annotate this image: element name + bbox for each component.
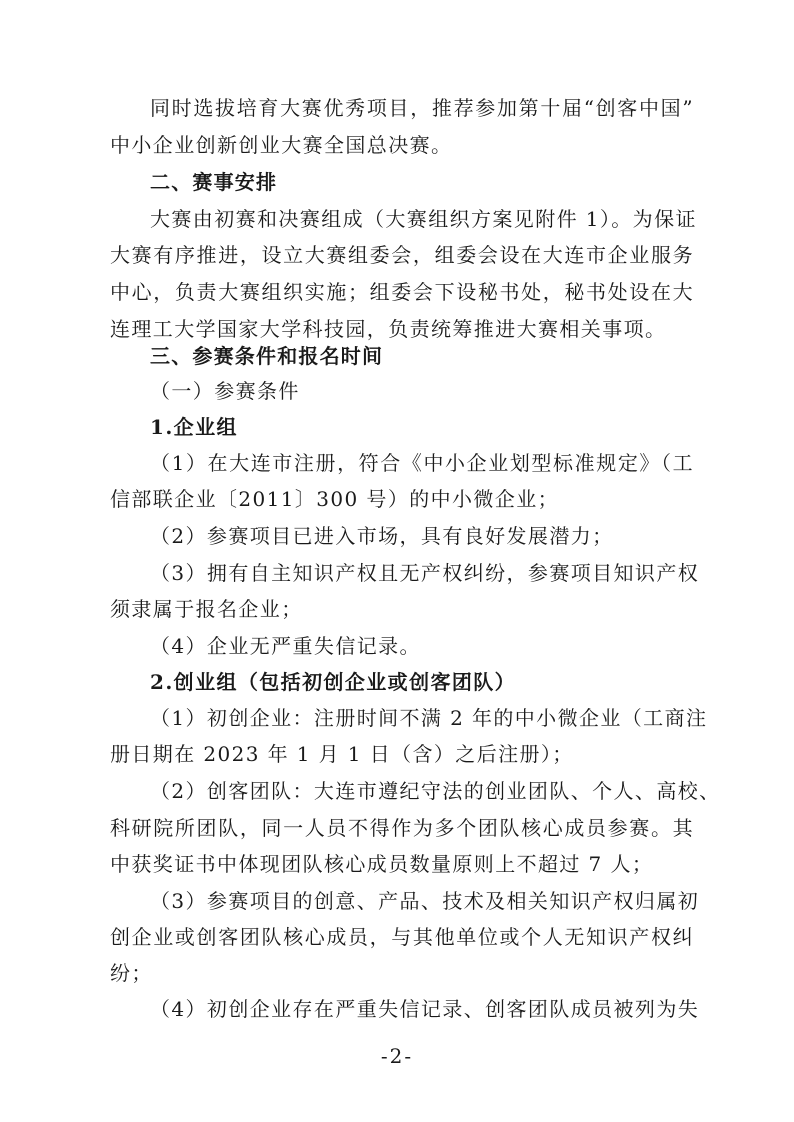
section-heading-3: 三、参赛条件和报名时间 [150,344,384,368]
para-line: 创企业或创客团队核心成员，与其他单位或个人无知识产权纠 [110,925,694,949]
para-line: （2）创客团队：大连市遵纪守法的创业团队、个人、高校、 [150,779,721,803]
para-line: 大赛有序推进，设立大赛组委会，组委会设在大连市企业服务 [110,243,694,267]
para-line: 册日期在 2023 年 1 月 1 日（含）之后注册）； [110,742,574,766]
para-line: 信部联企业〔2011〕300 号）的中小微企业； [110,487,560,511]
section-heading-2: 二、赛事安排 [150,170,278,194]
para-line: 须隶属于报名企业； [110,597,303,621]
para-line: （4）企业无严重失信记录。 [150,634,421,658]
para-line: 中心，负责大赛组织实施；组委会下设秘书处，秘书处设在大 [110,280,694,304]
para-line: 同时选拔培育大赛优秀项目，推荐参加第十届“创客中国” [150,96,694,120]
group-heading-startup: 2.创业组（包括初创企业或创客团队） [150,670,517,694]
para-line: （3）参赛项目的创意、产品、技术及相关知识产权归属初 [150,889,700,913]
para-line: （4）初创企业存在严重失信记录、创客团队成员被列为失 [150,997,700,1021]
para-line: 纷； [110,961,153,985]
para-line: （2）参赛项目已进入市场，具有良好发展潜力； [150,524,614,548]
para-line: （1）在大连市注册，符合《中小企业划型标准规定》（工 [150,451,694,475]
para-line: （1）初创企业：注册时间不满 2 年的中小微企业（工商注 [150,706,708,730]
para-line: （3）拥有自主知识产权且无产权纠纷，参赛项目知识产权 [150,561,700,585]
para-line: 中小企业创新创业大赛全国总决赛。 [110,133,453,157]
group-heading-enterprise: 1.企业组 [150,415,238,439]
subsection-heading: （一）参赛条件 [150,379,300,403]
para-line: 连理工大学国家大学科技园，负责统筹推进大赛相关事项。 [110,317,667,341]
para-line: 科研院所团队，同一人员不得作为多个团队核心成员参赛。其 [110,816,694,840]
para-line: 大赛由初赛和决赛组成（大赛组织方案见附件 1）。为保证 [150,207,697,231]
page-number: -2- [380,1044,414,1068]
para-line: 中获奖证书中体现团队核心成员数量原则上不超过 7 人； [110,852,654,876]
